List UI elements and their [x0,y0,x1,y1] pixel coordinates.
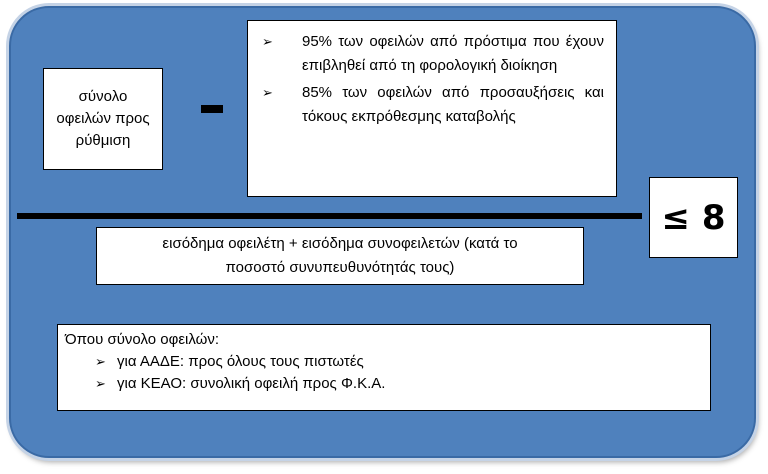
arrowhead-bullet-icon: ➢ [95,354,106,369]
deduction-text: 95% των οφειλών από πρόστιμα που έχουν επιβληθεί από τη φορολογική διοίκηση [302,33,604,74]
note-title: Όπου σύνολο οφειλών: [65,331,220,348]
denominator-box [96,227,584,285]
denominator-line: ποσοστό συνυπευθυνότητάς τους) [225,259,455,276]
minus-icon [201,105,223,113]
deduction-item [262,81,604,129]
note-item [65,373,710,395]
threshold-box [649,177,738,258]
note-item-text: για ΚΕΑΟ: συνολική οφειλή προς Φ.Κ.Α. [117,375,386,392]
denominator-line: εισόδημα οφειλέτη + εισόδημα συνοφειλετών (κατά το [162,235,518,252]
numerator-label [56,86,149,152]
numerator-label-line: οφειλών προς [56,110,150,127]
numerator-label-box [43,68,163,170]
note-box [57,324,711,411]
numerator-label-line: ρύθμιση [75,132,131,149]
numerator-label-line: σύνολο [78,88,128,105]
deduction-item [262,30,604,78]
deduction-text: 85% των οφειλών από προσαυξήσεις και τόκους εκπρόθεσμης καταβολής [302,84,604,125]
arrowhead-bullet-icon: ➢ [262,85,273,100]
note-item [65,351,710,373]
arrowhead-bullet-icon: ➢ [262,34,273,49]
note-item-text: για ΑΑΔΕ: προς όλους τους πιστωτές [117,353,364,370]
fraction-bar [17,213,642,219]
arrowhead-bullet-icon: ➢ [95,376,106,391]
deductions-box [247,20,617,197]
threshold-value: ≤ 8 [661,197,726,238]
